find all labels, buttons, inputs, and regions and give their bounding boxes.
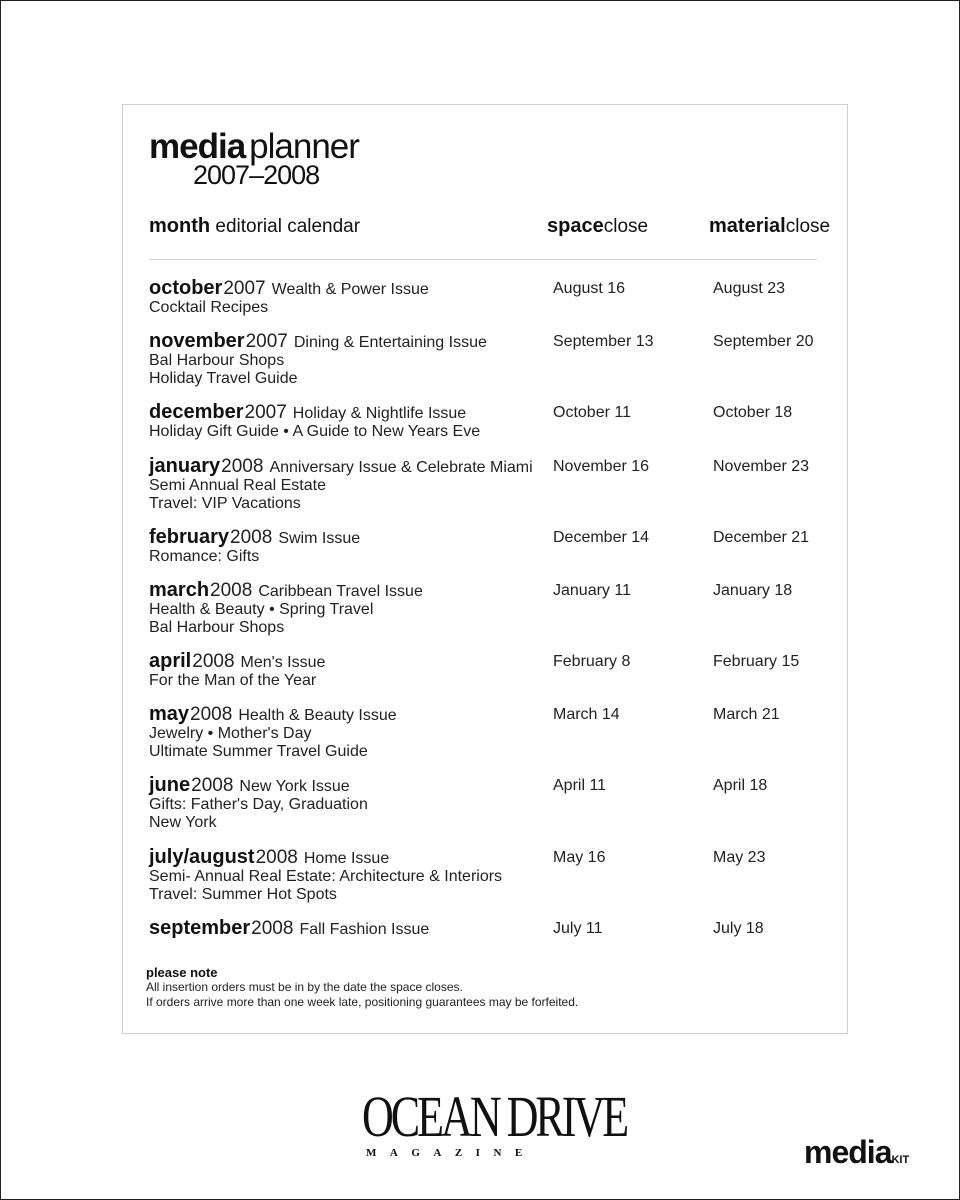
row-title (149, 277, 429, 300)
issue-feature: Holiday Gift Guide • A Guide to New Years Eve (149, 423, 481, 440)
month-name: january (149, 455, 221, 477)
issue-feature: Bal Harbour Shops (149, 352, 285, 369)
row-title (149, 650, 325, 673)
issue-theme: Men's Issue (240, 654, 326, 671)
month-name: september (149, 917, 251, 939)
material-close-date: March 21 (713, 706, 780, 723)
row-title (149, 526, 360, 549)
material-close-date: July 18 (713, 920, 764, 937)
issue-theme: Wealth & Power Issue (271, 281, 429, 298)
header-material-light: close (785, 216, 831, 237)
header-material-close (709, 215, 830, 238)
row-title (149, 579, 423, 602)
header-space-bold: space (547, 215, 604, 237)
issue-feature: Ultimate Summer Travel Guide (149, 743, 368, 760)
month-year: 2007 (244, 402, 287, 423)
row-title (149, 455, 533, 478)
note-title: please note (146, 965, 218, 980)
ocean-drive-logo (362, 1084, 627, 1166)
issue-feature: Health & Beauty • Spring Travel (149, 601, 374, 618)
issue-feature: Semi Annual Real Estate (149, 477, 326, 494)
row-title (149, 774, 350, 797)
month-year: 2008 (255, 847, 298, 868)
space-close-date: January 11 (553, 582, 631, 599)
row-title (149, 401, 466, 424)
header-space-light: close (603, 216, 649, 237)
material-close-date: October 18 (713, 404, 793, 421)
issue-theme: Health & Beauty Issue (238, 707, 397, 724)
logo-wordmark: OCEAN DRIVE (362, 1084, 627, 1149)
row-title (149, 846, 389, 869)
issue-theme: Caribbean Travel Issue (258, 583, 423, 600)
space-close-date: November 16 (553, 458, 650, 475)
header-month (149, 215, 360, 238)
material-close-date: August 23 (713, 280, 786, 297)
material-close-date: April 18 (713, 777, 768, 794)
month-name: june (149, 774, 191, 796)
issue-feature: Semi- Annual Real Estate: Architecture & Interiors (149, 868, 503, 885)
issue-theme: Swim Issue (278, 530, 361, 547)
space-close-date: July 11 (553, 920, 603, 937)
month-year: 2007 (245, 331, 288, 352)
material-close-date: February 15 (713, 653, 800, 670)
mediakit-mark (804, 1134, 909, 1171)
issue-feature: Cocktail Recipes (149, 299, 269, 316)
issue-feature: New York (149, 814, 217, 831)
month-name: july/august (149, 846, 255, 868)
month-name: november (149, 330, 245, 352)
space-close-date: March 14 (553, 706, 620, 723)
material-close-date: December 21 (713, 529, 810, 546)
header-month-light: editorial calendar (215, 216, 361, 237)
issue-feature: For the Man of the Year (149, 672, 317, 689)
title-years: 2007–2008 (193, 160, 320, 190)
month-year: 2007 (223, 278, 266, 299)
header-space-close (547, 215, 648, 238)
header-material-bold: material (709, 215, 786, 237)
issue-theme: Anniversary Issue & Celebrate Miami (269, 459, 533, 476)
space-close-date: August 16 (553, 280, 626, 297)
header-divider (149, 259, 817, 260)
month-name: february (149, 526, 230, 548)
issue-feature: Travel: Summer Hot Spots (149, 886, 337, 903)
column-headers (123, 215, 849, 243)
space-close-date: December 14 (553, 529, 650, 546)
month-name: may (149, 703, 190, 725)
issue-feature: Gifts: Father's Day, Graduation (149, 796, 368, 813)
space-close-date: September 13 (553, 333, 654, 350)
please-note (146, 965, 578, 1010)
space-close-date: May 16 (553, 849, 606, 866)
month-name: march (149, 579, 210, 601)
material-close-date: November 23 (713, 458, 810, 475)
month-year: 2008 (210, 580, 253, 601)
space-close-date: April 11 (553, 777, 607, 794)
month-name: october (149, 277, 223, 299)
issue-feature: Bal Harbour Shops (149, 619, 285, 636)
material-close-date: May 23 (713, 849, 766, 866)
issue-theme: New York Issue (239, 778, 350, 795)
note-line: If orders arrive more than one week late, positioning guarantees may be forfeited. (146, 995, 579, 1009)
row-title (149, 703, 397, 726)
issue-feature: Travel: VIP Vacations (149, 495, 301, 512)
row-title (149, 917, 429, 940)
planner-title (149, 127, 359, 190)
month-year: 2008 (191, 775, 234, 796)
material-close-date: January 18 (713, 582, 793, 599)
month-year: 2008 (230, 527, 273, 548)
media-planner-panel (122, 104, 848, 1034)
issue-feature: Jewelry • Mother's Day (149, 725, 312, 742)
issue-feature: Romance: Gifts (149, 548, 260, 565)
month-year: 2008 (221, 456, 264, 477)
row-title (149, 330, 487, 353)
issue-theme: Holiday & Nightlife Issue (292, 405, 467, 422)
month-name: april (149, 650, 192, 672)
mediakit-small: KIT (891, 1154, 910, 1166)
material-close-date: September 20 (713, 333, 814, 350)
space-close-date: October 11 (553, 404, 631, 421)
header-month-bold: month (149, 215, 211, 237)
month-name: december (149, 401, 244, 423)
month-year: 2008 (190, 704, 233, 725)
space-close-date: February 8 (553, 653, 631, 670)
mediakit-big: media (804, 1134, 892, 1170)
month-year: 2008 (251, 918, 294, 939)
month-year: 2008 (192, 651, 235, 672)
issue-theme: Dining & Entertaining Issue (293, 334, 487, 351)
issue-theme: Fall Fashion Issue (299, 921, 430, 938)
title-bold: media (149, 127, 246, 166)
note-line: All insertion orders must be in by the date the space closes. (146, 980, 463, 994)
title-light: planner (249, 127, 359, 166)
issue-theme: Home Issue (303, 850, 390, 867)
issue-feature: Holiday Travel Guide (149, 370, 298, 387)
logo-subtitle: MAGAZINE (366, 1147, 536, 1159)
